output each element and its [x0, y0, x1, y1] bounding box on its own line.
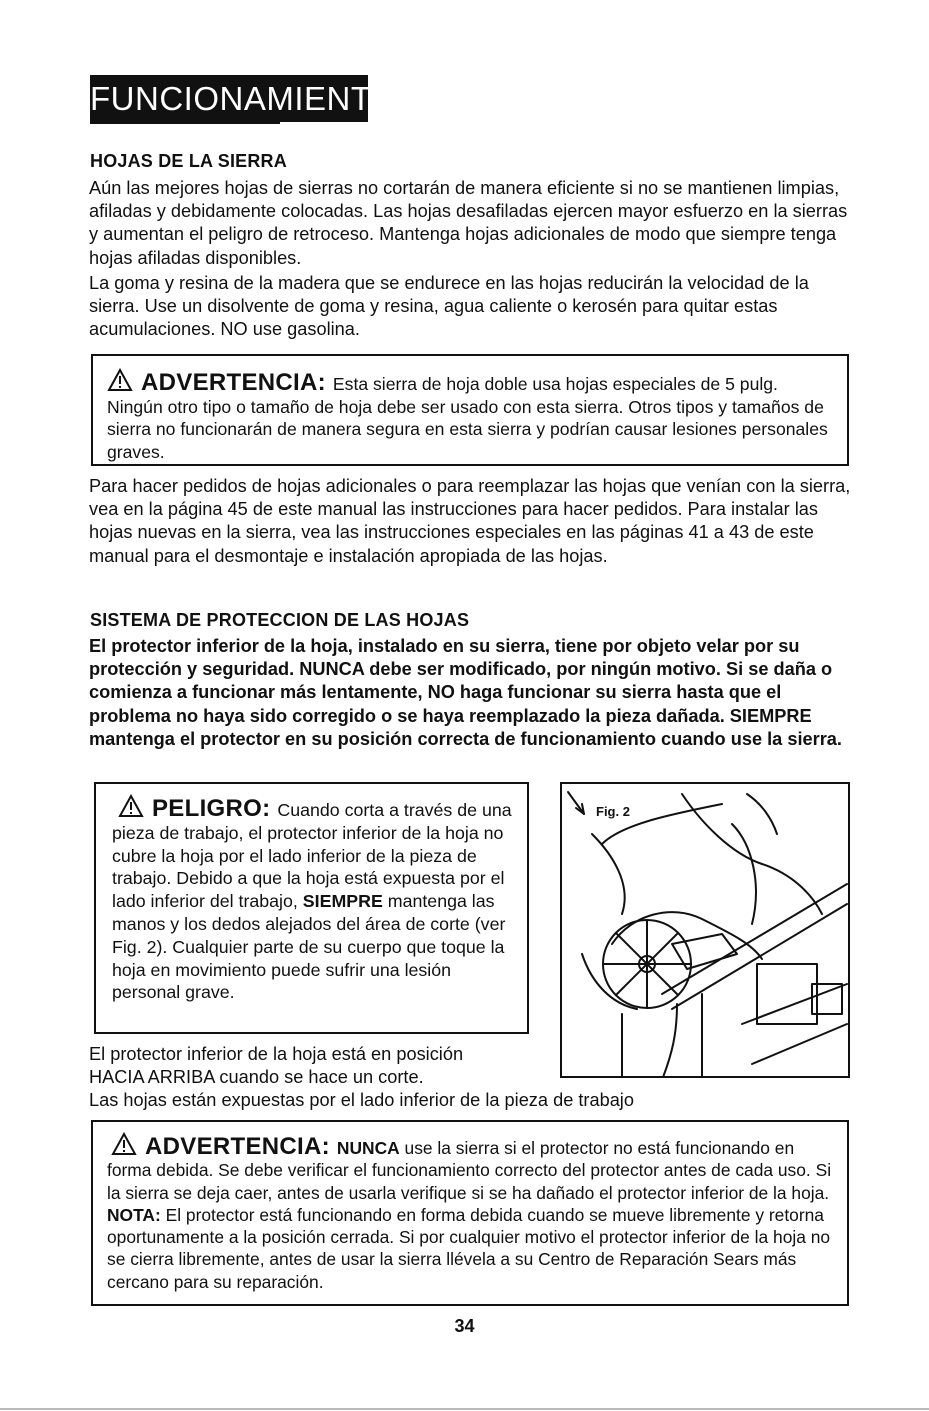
warning-nota-label: NOTA:	[107, 1204, 161, 1225]
section-title-banner: FUNCIONAMIENTO	[90, 75, 368, 122]
danger-title	[112, 795, 277, 822]
page-number: 34	[454, 1316, 475, 1336]
warning-triangle-icon	[118, 794, 144, 818]
paragraph-blade-care	[89, 177, 859, 341]
danger-box	[94, 782, 529, 1034]
warning-title	[107, 369, 333, 396]
guard-position-line3: Las hojas están expuestas por el lado inferior de la pieza de trabajo	[89, 1090, 634, 1111]
warning-title-text: ADVERTENCIA:	[145, 1133, 330, 1160]
figure-label: Fig. 2	[596, 804, 630, 819]
saw-cutting-illustration	[562, 784, 850, 1078]
guard-system-warning-text: El protector inferior de la hoja, instalado en su sierra, tiene por objeto velar por su protección y seguridad. NUNCA debe ser modificado, por ningún motivo. Si se daña o comienza a funcionar más lentamente, NO haga funcionar su sierra hasta que el problema no haya sido corregido o se haya reemplazado la pieza dañada. SIEMPRE mantenga el protector en su posición correcta de funcionamiento cuando use la sierra.	[89, 636, 842, 749]
paragraph-guard-position	[89, 1043, 859, 1113]
warning-box-guard-check	[91, 1120, 849, 1306]
warning-title-text: ADVERTENCIA:	[141, 369, 326, 396]
danger-title-text: PELIGRO:	[152, 795, 271, 822]
paragraph-resin-removal: La goma y resina de la madera que se endurece en las hojas reducirán la velocidad de la sierra. Use un disolvente de goma y resina, agua caliente o kerosén para quitar estas acumulaciones. NO use gasolina.	[89, 272, 809, 340]
heading-hojas-de-la-sierra: HOJAS DE LA SIERRA	[90, 151, 287, 171]
warning-title	[107, 1133, 337, 1160]
danger-bold-siempre: SIEMPRE	[302, 891, 383, 912]
guard-position-line1: El protector inferior de la hoja está en posición	[89, 1044, 464, 1064]
warning-triangle-icon	[107, 368, 133, 392]
warning-triangle-icon	[111, 1132, 137, 1156]
heading-sistema-proteccion: SISTEMA DE PROTECCION DE LAS HOJAS	[90, 610, 470, 630]
danger-text-a: Cuando corta a través de una pieza de trabajo, el protector inferior de la hoja no cubre la hoja por el lado inferior de la pieza de trabajo. Debido a que la hoja está expuesta por el lado inferior del trabajo,	[112, 800, 512, 912]
warning-text-b: El protector está funcionando en forma debida cuando se mueve libremente y retorna oportunamente a la posición cerrada. Si por cualquier motivo el protector inferior de la hoja no se cierra libremente, antes de usar la sierra llévela a su Centro de Reparación Sears más cercano para su reparación.	[107, 1204, 831, 1292]
warning-text: Esta sierra de hoja doble usa hojas especiales de 5 pulg. Ningún otro tipo o tamaño de hoja debe ser usado con esta sierra. Otros tipos y tamaños de sierra no funcionarán de manera segura en esta sierra y podrían causar lesiones personales graves.	[107, 374, 828, 462]
warning-text-a: use la sierra si el protector no está funcionando en forma debida. Se debe verificar el funcionamiento correcto del protector antes de cada uso. Si la sierra se deja caer, antes de usarla verifique si se ha dañado el protector inferior de la hoja.	[107, 1138, 832, 1203]
warning-lead-nunca: NUNCA	[336, 1138, 400, 1158]
danger-text-b: mantenga las manos y los dedos alejados del área de corte (ver Fig. 2). Cualquier parte de su cuerpo que toque la hoja en movimiento puede sufrir una lesión personal grave.	[112, 891, 506, 1003]
header-underline	[90, 122, 280, 124]
paragraph-sharp-blades: Aún las mejores hojas de sierras no cortarán de manera eficiente si no se mantienen limpias, afiladas y debidamente colocadas. Las hojas desafiladas ejercen mayor esfuerzo en la sierras y aumentan el peligro de retroceso. Mantenga hojas adicionales de modo que siempre tenga hojas afiladas disponibles.	[89, 178, 848, 268]
guard-position-line2: HACIA ARRIBA cuando se hace un corte.	[89, 1067, 424, 1088]
bottom-rule	[0, 1408, 929, 1410]
warning-box-blade-size	[91, 354, 849, 466]
paragraph-ordering-blades: Para hacer pedidos de hojas adicionales o para reemplazar las hojas que venían con la sierra, vea en la página 45 de este manual las instrucciones para hacer pedidos. Para instalar las hojas nuevas en la sierra, vea las instrucciones especiales en las páginas 41 a 43 de este manual para el desmontaje e instalación apropiada de las hojas.	[89, 476, 851, 566]
figure-2-saw-illustration	[560, 782, 850, 1078]
